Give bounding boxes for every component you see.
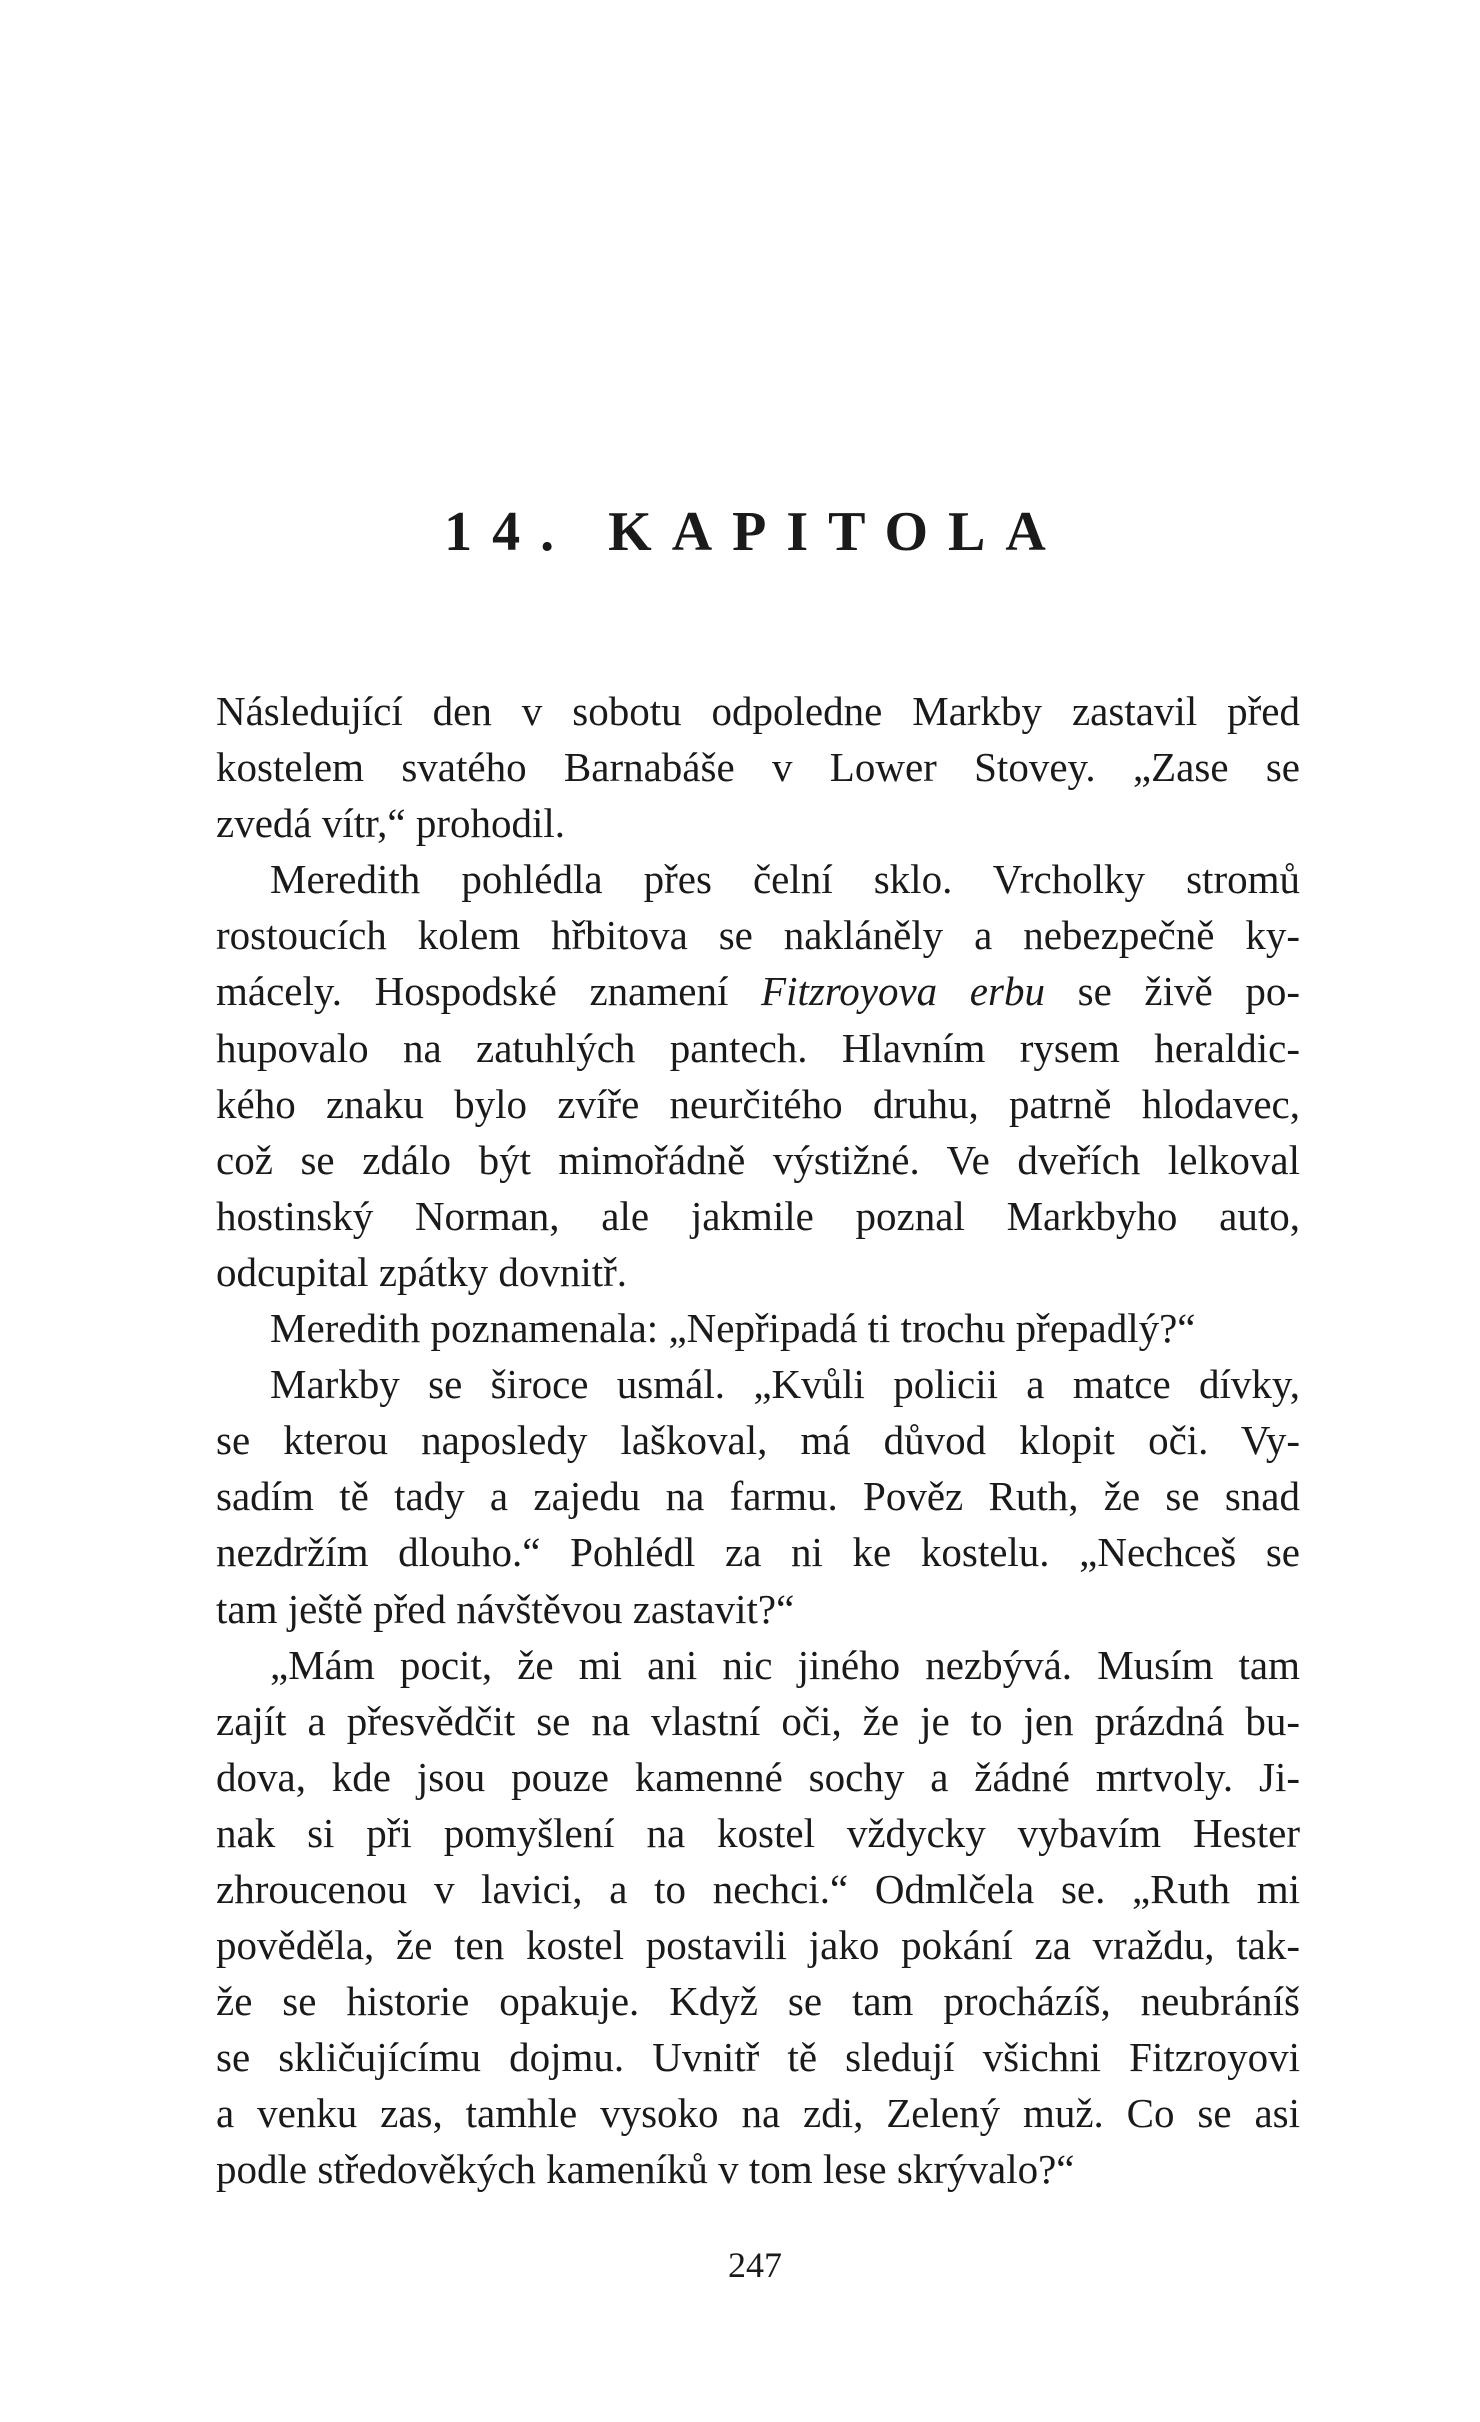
- text-line: se kterou naposledy laškoval, má důvod klopit oči. Vy-: [216, 1417, 1300, 1464]
- body-text: [216, 683, 1300, 2198]
- text-line: nezdržím dlouho.“ Pohlédl za ni ke kostelu. „Nechceš se: [216, 1529, 1300, 1576]
- text-line: podle středověkých kameníků v tom lese skrývalo?“: [216, 2146, 1075, 2193]
- text-line: se skličujícímu dojmu. Uvnitř tě sledují všichni Fitzroyovi: [216, 2034, 1300, 2081]
- text-line: hostinský Norman, ale jakmile poznal Markbyho auto,: [216, 1192, 1300, 1239]
- text-line: zajít a přesvědčit se na vlastní oči, že je to jen prázdná bu-: [216, 1697, 1300, 1744]
- text-line: pověděla, že ten kostel postavili jako pokání za vraždu, tak-: [216, 1922, 1300, 1969]
- text-line: hupovalo na zatuhlých pantech. Hlavním rysem heraldic-: [216, 1024, 1300, 1071]
- text-line: „Mám pocit, že mi ani nic jiného nezbývá. Musím tam: [270, 1641, 1300, 1688]
- chapter-title: 14. KAPITOLA: [444, 501, 1066, 563]
- text-line: zhroucenou v lavici, a to nechci.“ Odmlčela se. „Ruth mi: [216, 1865, 1300, 1912]
- text-line: kostelem svatého Barnabáše v Lower Stovey. „Zase se: [216, 744, 1300, 791]
- text-line: Meredith pohlédla přes čelní sklo. Vrcholky stromů: [270, 856, 1300, 903]
- text-line: Následující den v sobotu odpoledne Markby zastavil před: [216, 688, 1300, 734]
- text-line: sadím tě tady a zajedu na farmu. Pověz Ruth, že se snad: [216, 1473, 1300, 1520]
- text-line: zvedá vítr,“ prohodil.: [216, 800, 566, 847]
- text-line: odcupital zpátky dovnitř.: [216, 1248, 628, 1295]
- text-line: rostoucích kolem hřbitova se nakláněly a nebezpečně ky-: [216, 912, 1300, 959]
- text-line: což se zdálo být mimořádně výstižné. Ve dveřích lelkoval: [216, 1136, 1300, 1183]
- text-line: že se historie opakuje. Když se tam procházíš, neubráníš: [216, 1978, 1300, 2025]
- text-line: Markby se široce usmál. „Kvůli policii a matce dívky,: [270, 1361, 1300, 1408]
- text-line: tam ještě před návštěvou zastavit?“: [216, 1585, 795, 1632]
- text-line: kého znaku bylo zvíře neurčitého druhu, patrně hlodavec,: [216, 1080, 1300, 1127]
- page-number: 247: [728, 2245, 782, 2285]
- text-line: a venku zas, tamhle vysoko na zdi, Zelený muž. Co se asi: [216, 2090, 1300, 2137]
- text-line: nak si při pomyšlení na kostel vždycky vybavím Hester: [216, 1809, 1300, 1856]
- text-line: Meredith poznamenala: „Nepřipadá ti trochu přepadlý?“: [270, 1305, 1196, 1352]
- text-line: dova, kde jsou pouze kamenné sochy a žádné mrtvoly. Ji-: [216, 1753, 1300, 1800]
- text-line: mácely. Hospodské znamení Fitzroyova erbu se živě po-: [216, 968, 1301, 1015]
